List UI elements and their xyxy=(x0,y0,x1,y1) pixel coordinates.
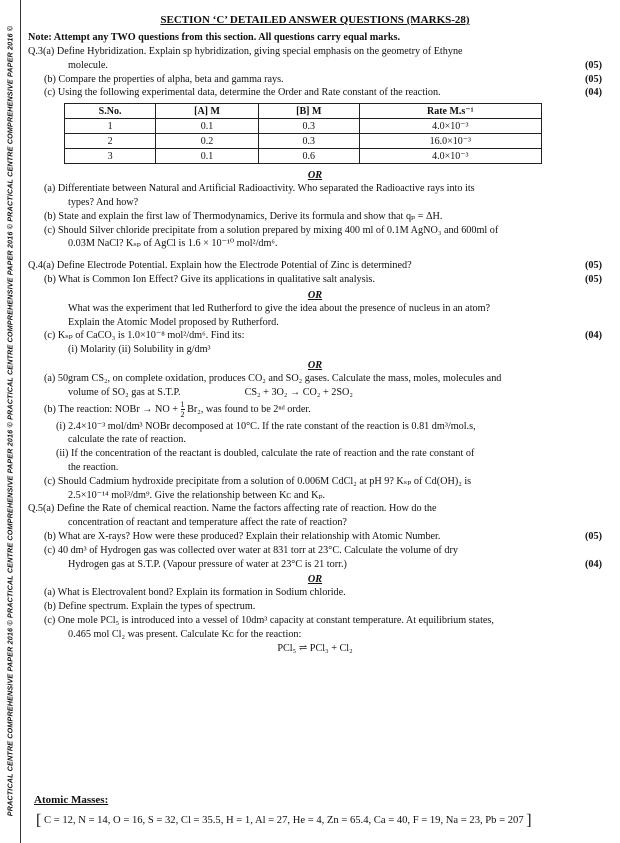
bracket-close: ] xyxy=(526,812,532,829)
q5-a-line1: Q.5(a) Define the Rate of chemical reaction. Name the factors affecting rate of reaction. How do the xyxy=(28,503,437,515)
fraction-numerator: 1 xyxy=(180,399,185,409)
marks: (05) xyxy=(585,59,602,71)
q4-or2-b xyxy=(28,400,602,420)
table-cell: 3 xyxy=(65,149,156,164)
q3-c-text: (c) Using the following experimental data, determine the Order and Rate constant of the reaction. xyxy=(44,87,441,99)
q5-or-c-line2: 0.465 mol Cl₂ was present. Calculate Kᴄ for the reaction: xyxy=(68,628,302,640)
q3-or-a-line1: (a) Differentiate between Natural and Artificial Radioactivity. Who separated the Radioactive rays into its xyxy=(44,183,475,195)
q3-a-text: Q.3(a) Define Hybridization. Explain sp hybridization, giving special emphasis on the geometry of Ethyne xyxy=(28,46,463,57)
table-cell: 16.0×10⁻³ xyxy=(359,134,541,149)
table-header: Rate M.s⁻¹ xyxy=(359,104,541,119)
table-cell: 4.0×10⁻³ xyxy=(359,119,541,134)
q5-b xyxy=(28,530,602,544)
table-cell: 0.3 xyxy=(258,134,359,149)
or-divider: OR xyxy=(307,359,323,371)
q4-or2-a-line1: (a) 50gram CS₂, on complete oxidation, produces CO₂ and SO₂ gases. Calculate the mass, moles, molecules and xyxy=(44,372,502,384)
q5-or-b: (b) Define spectrum. Explain the types of spectrum. xyxy=(44,601,256,613)
atomic-masses-values xyxy=(36,812,596,830)
rate-data-table xyxy=(64,103,542,164)
marks: (04) xyxy=(585,330,602,342)
table-cell: 2 xyxy=(65,134,156,149)
section-title: SECTION ‘C’ DETAILED ANSWER QUESTIONS (MARKS-28) xyxy=(160,14,470,26)
note: Note: Attempt any TWO questions from this section. All questions carry equal marks. xyxy=(28,32,401,43)
q3-b-text: (b) Compare the properties of alpha, beta and gamma rays. xyxy=(44,73,284,85)
table-cell: 1 xyxy=(65,119,156,134)
or-divider: OR xyxy=(307,574,323,586)
table-cell: 0.2 xyxy=(156,134,259,149)
q4-or2-b-text: (b) The reaction: NOBr → NO + xyxy=(44,403,178,415)
table-row xyxy=(65,134,542,149)
q4-or2-c-line1: (c) Should Cadmium hydroxide precipitate from a solution of 0.006M CdCl₂ at pH 9? Kₛₚ of Cd(OH)₂ is xyxy=(44,475,472,487)
table-cell: 0.1 xyxy=(156,149,259,164)
reaction-equation: CS₂ + 3O₂ → CO₂ + 2SO₂ xyxy=(244,386,353,398)
table-row xyxy=(65,149,542,164)
marks: (04) xyxy=(585,87,602,99)
q4-or2-bii-line1: (ii) If the concentration of the reactant is doubled, calculate the rate of reaction and the rate constant of xyxy=(56,448,475,460)
q5-c-line1: (c) 40 dm³ of Hydrogen gas was collected over water at 831 torr at 23°C. Calculate the volume of dry xyxy=(44,544,458,556)
q4-or-a-line2: Explain the Atomic Model proposed by Rutherford. xyxy=(68,316,279,328)
marks: (04) xyxy=(585,558,602,570)
q4-c-parts: (i) Molarity (ii) Solubility in g/dm³ xyxy=(68,344,211,356)
marks: (05) xyxy=(585,273,602,285)
q5-a-line2: concentration of reactant and temperature affect the rate of reaction? xyxy=(68,517,347,529)
atomic-masses-text: C = 12, N = 14, O = 16, S = 32, Cl = 35.5, H = 1, Al = 27, He = 4, Zn = 65.4, Ca = 40, F = 19, Na = 23, Pb = 207 xyxy=(43,815,524,826)
sidebar-text: PRACTICAL CENTRE COMPREHENSIVE PAPER 2016 © PRACTICAL CENTRE COMPREHENSIVE PAPER 2016 © PRACTICAL CENTRE COMPREHENSIVE PAPER 2016 © PRACTICAL CENTRE COMPREHENSIVE PAPER 2016 © xyxy=(5,25,15,817)
or-divider: OR xyxy=(307,170,323,182)
q5-or-a: (a) What is Electrovalent bond? Explain its formation in Sodium chloride. xyxy=(44,587,346,599)
q5-c-line2 xyxy=(28,558,602,572)
equilibrium-equation: PCl₅ ⇌ PCl₃ + Cl₂ xyxy=(277,642,353,654)
table-header: S.No. xyxy=(65,104,156,119)
marks: (05) xyxy=(585,530,602,542)
q3-a-line2 xyxy=(28,59,602,73)
marks: (05) xyxy=(585,260,602,272)
q5-b-text: (b) What are X-rays? How were these produced? Explain their relationship with Atomic Number. xyxy=(44,530,441,542)
q4-b-text: (b) What is Common Ion Effect? Give its applications in qualitative salt analysis. xyxy=(44,273,375,285)
exam-page xyxy=(28,14,602,655)
atomic-masses-title: Atomic Masses: xyxy=(34,794,109,806)
q4-or2-c-line2: 2.5×10⁻¹⁴ mol³/dm⁹. Give the relationship between Kᴄ and Kₚ. xyxy=(68,489,326,501)
q3-or-c-line2: 0.03M NaCl? Kₛₚ of AgCl is 1.6 × 10⁻¹⁰ mol²/dm⁶. xyxy=(68,238,278,250)
marks: (05) xyxy=(585,73,602,85)
q4-or2-b-text-2: Br₂, was found to be 2ⁿᵈ order. xyxy=(187,403,311,415)
q4-a xyxy=(28,259,602,273)
q4-or2-bii-line2: the reaction. xyxy=(68,461,119,473)
sidebar-watermark xyxy=(0,0,21,843)
q3-a-text-2: molecule. xyxy=(68,59,108,71)
table-cell: 4.0×10⁻³ xyxy=(359,149,541,164)
q4-or2-bi-line2: calculate the rate of reaction. xyxy=(68,434,186,446)
q4-c xyxy=(28,329,602,343)
table-row xyxy=(65,119,542,134)
q4-or2-bi-line1: (i) 2.4×10⁻³ mol/dm³ NOBr decomposed at 10°C. If the rate constant of the reaction is 0.81 dm³/mol.s, xyxy=(56,420,476,432)
q4-or-a-line1: What was the experiment that led Rutherford to give the idea about the presence of nucleus in an atom? xyxy=(68,302,491,314)
q4-or2-a-text: volume of SO₂ gas at S.T.P. xyxy=(68,386,181,398)
table-cell: 0.3 xyxy=(258,119,359,134)
fraction-denominator: 2 xyxy=(180,409,185,419)
q4-c-text: (c) Kₛₚ of CaCO₃ is 1.0×10⁻⁸ mol²/dm⁶. Find its: xyxy=(44,330,245,342)
table-header: [B] M xyxy=(258,104,359,119)
table-cell: 0.1 xyxy=(156,119,259,134)
bracket-open: [ xyxy=(36,812,42,829)
q3-or-c-line1: (c) Should Silver chloride precipitate from a solution prepared by mixing 400 ml of 0.1M AgNO₃ and 600ml of xyxy=(44,224,499,236)
q3-c xyxy=(28,86,602,100)
q3-b xyxy=(28,73,602,87)
fraction xyxy=(181,400,185,419)
or-divider: OR xyxy=(307,289,323,301)
table-header-row xyxy=(65,104,542,119)
q4-b xyxy=(28,273,602,287)
table-cell: 0.6 xyxy=(258,149,359,164)
q3-a-line1 xyxy=(28,45,602,59)
q5-or-c-line1: (c) One mole PCl₅ is introduced into a vessel of 10dm³ capacity at constant temperature. At equilibrium states, xyxy=(44,614,494,626)
q4-a-text: Q.4(a) Define Electrode Potential. Explain how the Electrode Potential of Zinc is determined? xyxy=(28,260,412,272)
q5-c-text: Hydrogen gas at S.T.P. (Vapour pressure of water at 23°C is 21 torr.) xyxy=(68,558,347,570)
q3-or-a-line2: types? And how? xyxy=(68,196,139,208)
q4-or2-a-line2 xyxy=(28,386,602,400)
q3-or-b: (b) State and explain the first law of Thermodynamics, Derive its formula and show that qₚ = ΔH. xyxy=(44,210,443,222)
table-header: [A] M xyxy=(156,104,259,119)
